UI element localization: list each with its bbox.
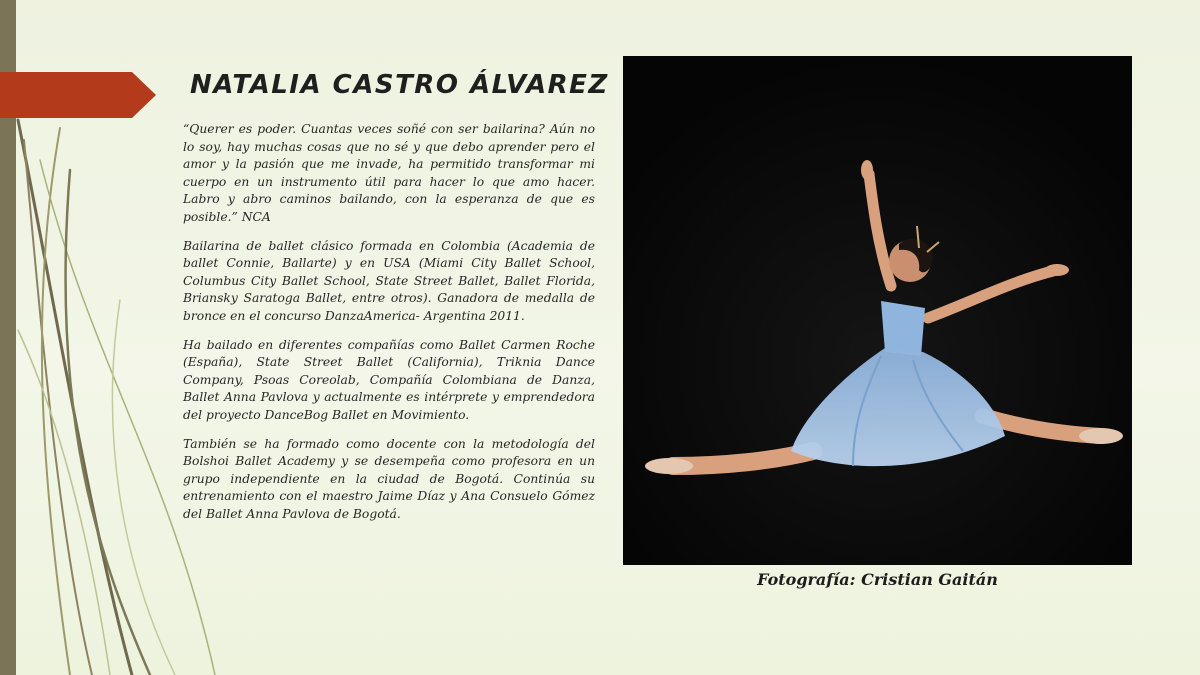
dancer-photo [623,56,1132,565]
companies-paragraph: Ha bailado en diferentes compañías como Ballet Carmen Roche (España), State Street Ballet (California), Triknia Dance Company, Psoas Coreolab, Compañía Colombiana de Danza, Ballet Anna Pavlova y actualmente es intérprete y emprendedora del proyecto DanceBog Ballet en Movimiento. [183,337,595,422]
accent-arrow-tab [0,72,156,118]
training-paragraph: Bailarina de ballet clásico formada en Colombia (Academia de ballet Connie, Ballarte) y en USA (Miami City Ballet School, Columbus City Ballet School, State Street Ballet, Ballet Florida, Briansky Saratoga Ballet, entre otros). Ganadora de medalla de bronce en el concurso DanzaAmerica- Argentina 2011. [183,238,595,323]
teaching-paragraph: También se ha formado como docente con la metodología del Bolshoi Ballet Academy y se desempeña como profesora en un grupo independiente en la ciudad de Bogotá. Continúa su entrenamiento con el maestro Jaime Díaz y Ana Consuelo Gómez del Ballet Anna Pavlova de Bogotá. [183,436,595,521]
photo-caption: Fotografía: Cristian Gaitán [757,570,998,589]
page-title: NATALIA CASTRO ÁLVAREZ [190,70,609,100]
dancer-leap-illustration [623,56,1132,565]
biography-text [183,121,595,534]
quote-paragraph: “Querer es poder. Cuantas veces soñé con ser bailarina? Aún no lo soy, hay muchas cosas que no sé y que debo aprender pero el amor y la pasión que me invade, ha permitido transformar mi cuerpo en un instrumento útil para hacer lo que amo hacer. Labro y abro caminos bailando, con la esperanza de que es posible.” NCA [183,122,595,224]
